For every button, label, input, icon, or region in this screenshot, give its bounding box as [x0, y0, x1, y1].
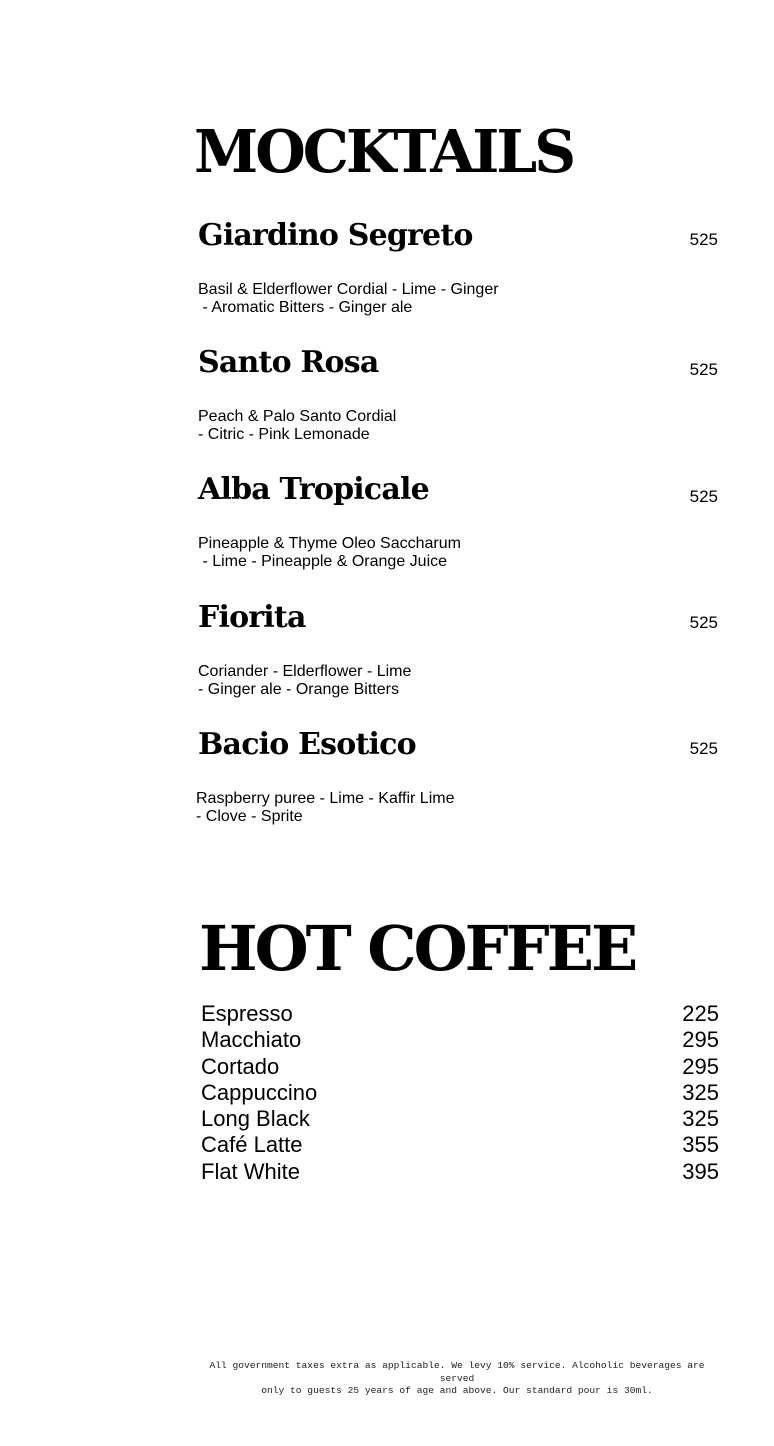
coffee-item	[201, 1132, 719, 1158]
mocktail-name: Santo Rosa	[198, 345, 379, 380]
mocktail-item	[198, 472, 722, 582]
coffee-price: 395	[682, 1158, 719, 1184]
coffee-price: 355	[682, 1132, 719, 1158]
coffee-price: 295	[682, 1027, 719, 1053]
coffee-price: 325	[682, 1079, 719, 1105]
mocktail-price: 525	[689, 360, 718, 379]
mocktail-item	[198, 600, 722, 710]
mocktail-description-line: - Ginger ale - Orange Bitters	[198, 681, 399, 698]
hot-coffee-heading: HOT COFFEE	[199, 912, 636, 985]
coffee-name: Espresso	[201, 1001, 293, 1026]
coffee-item	[201, 1106, 719, 1132]
mocktail-description	[198, 281, 499, 317]
coffee-item	[201, 1027, 719, 1053]
mocktail-name: Alba Tropicale	[198, 472, 429, 507]
mocktail-description-line: - Lime - Pineapple & Orange Juice	[198, 553, 448, 570]
mocktails-heading: MOCKTAILS	[194, 116, 574, 187]
mocktail-item	[198, 345, 722, 455]
mocktail-description-line: Pineapple & Thyme Oleo Saccharum	[198, 535, 461, 552]
coffee-price: 225	[682, 1001, 719, 1026]
coffee-name: Cappuccino	[201, 1079, 318, 1105]
coffee-price: 325	[682, 1106, 719, 1132]
mocktail-price: 525	[689, 613, 718, 632]
mocktail-description	[198, 535, 461, 571]
footer-disclaimer	[196, 1360, 718, 1398]
mocktail-description-line: Coriander - Elderflower - Lime	[198, 663, 412, 680]
mocktail-name: Fiorita	[198, 600, 306, 635]
coffee-item	[201, 1080, 719, 1106]
mocktail-price: 525	[689, 487, 718, 506]
mocktail-description	[196, 790, 454, 826]
mocktail-description-line: - Clove - Sprite	[196, 808, 303, 825]
mocktail-item	[197, 727, 721, 837]
mocktail-description-line: - Citric - Pink Lemonade	[198, 426, 370, 443]
hot-coffee-list	[201, 1001, 719, 1185]
mocktail-description	[198, 408, 396, 444]
coffee-name: Cortado	[201, 1053, 280, 1079]
coffee-item	[201, 1054, 719, 1080]
footer-line: All government taxes extra as applicable. We levy 10% service. Alcoholic beverages are served	[209, 1360, 705, 1384]
mocktail-description-line: Raspberry puree - Lime - Kaffir Lime	[196, 790, 455, 807]
footer-line: only to guests 25 years of age and above. Our standard pour is 30ml.	[261, 1385, 653, 1396]
mocktail-description-line: - Aromatic Bitters - Ginger ale	[198, 299, 413, 316]
coffee-name: Café Latte	[201, 1132, 303, 1158]
mocktail-description-line: Peach & Palo Santo Cordial	[198, 408, 397, 425]
coffee-name: Macchiato	[201, 1027, 302, 1053]
coffee-item	[201, 1001, 719, 1027]
mocktail-name: Bacio Esotico	[198, 727, 416, 762]
coffee-price: 295	[682, 1053, 719, 1079]
coffee-name: Long Black	[201, 1106, 310, 1132]
mocktail-name: Giardino Segreto	[198, 218, 473, 253]
mocktail-description-line: Basil & Elderflower Cordial - Lime - Ginger	[198, 281, 499, 298]
coffee-item	[201, 1159, 719, 1185]
mocktail-description	[198, 663, 411, 699]
mocktail-price: 525	[689, 230, 718, 249]
mocktail-item	[198, 218, 722, 328]
coffee-name: Flat White	[201, 1158, 301, 1184]
mocktail-price: 525	[689, 739, 718, 758]
